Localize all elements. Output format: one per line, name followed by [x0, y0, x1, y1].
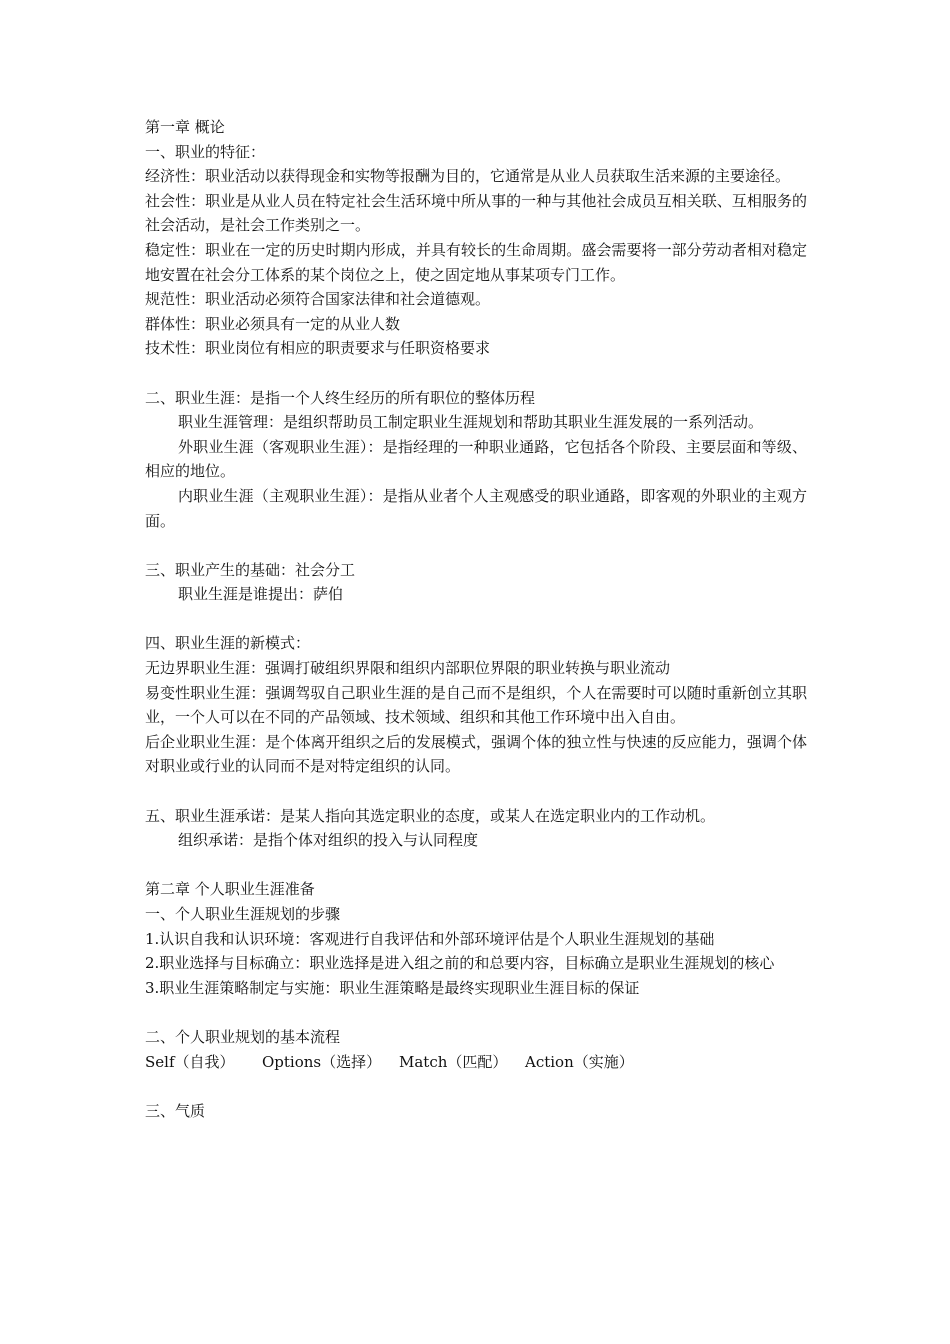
paragraph: 规范性：职业活动必须符合国家法律和社会道德观。: [145, 290, 491, 309]
section-heading: 二、个人职业规划的基本流程: [145, 1027, 341, 1046]
spacer: [145, 779, 807, 804]
spacer: [145, 361, 807, 386]
section-heading: 三、气质: [145, 1101, 206, 1120]
section-heading: 一、职业的特征：: [145, 142, 266, 161]
section-heading: 二、职业生涯：是指一个人终生经历的所有职位的整体历程: [145, 388, 536, 407]
paragraph: 2.职业选择与目标确立：职业选择是进入组之前的和总要内容，目标确立是职业生涯规划的核心: [145, 954, 775, 973]
flow-step-options: Options（选择）: [262, 1052, 382, 1071]
flow-sequence: [145, 1050, 807, 1075]
paragraph: 职业生涯是谁提出：萨伯: [178, 585, 344, 604]
flow-step-action: Action（实施）: [525, 1052, 634, 1071]
spacer: [145, 853, 807, 878]
paragraph: 社会性：职业是从业人员在特定社会生活环境中所从事的一种与其他社会成员互相关联、互相服务的社会活动，是社会工作类别之一。: [145, 191, 807, 235]
flow-step-match: Match（匹配）: [399, 1052, 508, 1071]
paragraph: 外职业生涯（客观职业生涯）：是指经理的一种职业通路，它包括各个阶段、主要层面和等级、相应的地位。: [145, 437, 807, 481]
spacer: [145, 1074, 807, 1099]
paragraph: 经济性：职业活动以获得现金和实物等报酬为目的，它通常是从业人员获取生活来源的主要途径。: [145, 167, 791, 186]
section-heading: 一、个人职业生涯规划的步骤: [145, 905, 341, 923]
paragraph: 稳定性：职业在一定的历史时期内形成，并具有较长的生命周期。盛会需要将一部分劳动者相对稳定地安置在社会分工体系的某个岗位之上，使之固定地从事某项专门工作。: [145, 240, 807, 284]
paragraph: 群体性：职业必须具有一定的从业人数: [145, 314, 401, 333]
section-heading: 三、职业产生的基础：社会分工: [145, 560, 356, 579]
spacer: [145, 533, 807, 558]
document-body: [145, 115, 807, 1123]
paragraph: 易变性职业生涯：强调驾驭自己职业生涯的是自己而不是组织，个人在需要时可以随时重新创立其职业，一个人可以在不同的产品领域、技术领域、组织和其他工作环境中出入自由。: [145, 683, 807, 727]
paragraph: 1.认识自我和认识环境：客观进行自我评估和外部环境评估是个人职业生涯规划的基础: [145, 929, 715, 948]
paragraph: 内职业生涯（主观职业生涯）：是指从业者个人主观感受的职业通路，即客观的外职业的主观方面。: [145, 486, 807, 530]
paragraph: 3.职业生涯策略制定与实施：职业生涯策略是最终实现职业生涯目标的保证: [145, 978, 640, 997]
chapter-1-title: 第一章 概论: [145, 118, 225, 136]
paragraph: 组织承诺：是指个体对组织的投入与认同程度: [178, 831, 479, 850]
spacer: [145, 607, 807, 632]
section-heading: 四、职业生涯的新模式：: [145, 634, 311, 653]
chapter-2-title: 第二章 个人职业生涯准备: [145, 880, 315, 899]
spacer: [145, 1000, 807, 1025]
paragraph: 技术性：职业岗位有相应的职责要求与任职资格要求: [145, 339, 491, 358]
paragraph: 后企业职业生涯：是个体离开组织之后的发展模式，强调个体的独立性与快速的反应能力，强调个体对职业或行业的认同而不是对特定组织的认同。: [145, 732, 807, 776]
paragraph: 职业生涯管理：是组织帮助员工制定职业生涯规划和帮助其职业生涯发展的一系列活动。: [178, 413, 764, 432]
flow-step-self: Self（自我）: [145, 1052, 235, 1071]
section-heading: 五、职业生涯承诺：是某人指向其选定职业的态度，或某人在选定职业内的工作动机。: [145, 806, 716, 825]
paragraph: 无边界职业生涯：强调打破组织界限和组织内部职位界限的职业转换与职业流动: [145, 659, 671, 678]
